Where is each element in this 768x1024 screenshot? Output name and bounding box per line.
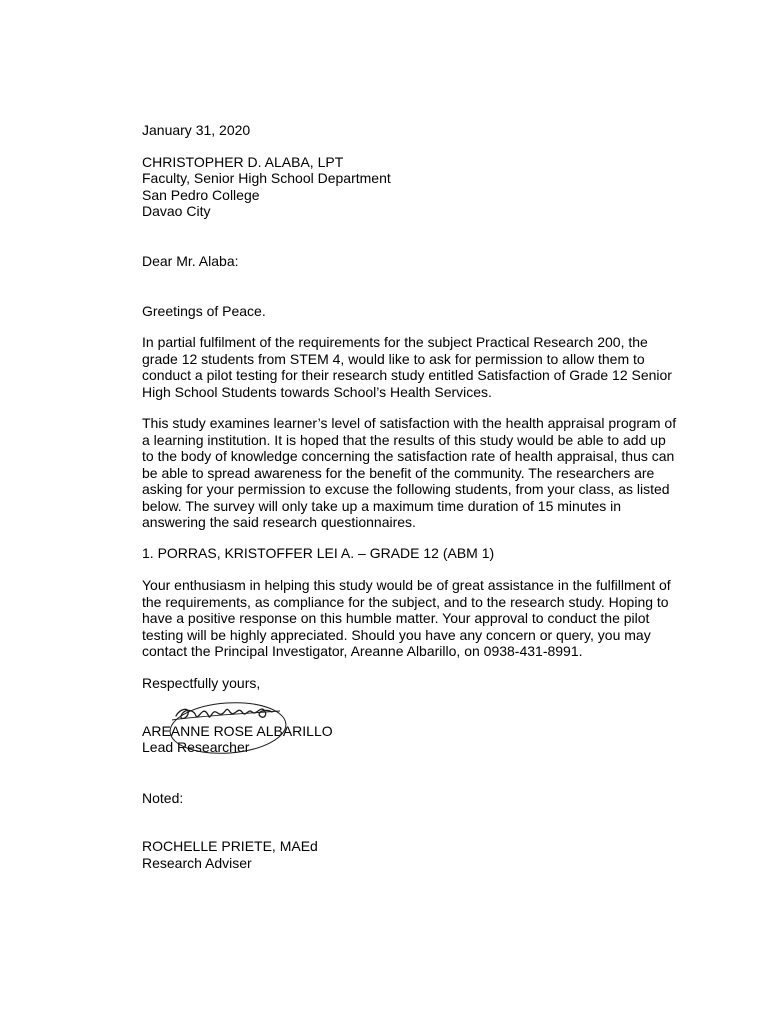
recipient-name: CHRISTOPHER D. ALABA, LPT: [142, 154, 344, 170]
paragraph-line: testing will be highly appreciated. Should you have any concern or query, you may: [142, 626, 651, 643]
signatory-name: AREANNE ROSE ALBARILLO: [142, 723, 333, 739]
recipient-position: Faculty, Senior High School Department: [142, 170, 391, 186]
paragraph-line: contact the Principal Investigator, Areanne Albarillo, on 0938-431-8991.: [142, 643, 583, 659]
paragraph-line: below. The survey will only take up a maximum time duration of 15 minutes in: [142, 497, 622, 514]
salutation: Dear Mr. Alaba:: [142, 253, 239, 269]
adviser-name: ROCHELLE PRIETE, MAEd: [142, 838, 318, 854]
paragraph-line: Your enthusiasm in helping this study would be of great assistance in the fulfillment of: [142, 577, 671, 593]
student-list-item: 1. PORRAS, KRISTOFFER LEI A. – GRADE 12 (ABM 1): [142, 545, 495, 561]
recipient-city: Davao City: [142, 203, 211, 219]
paragraph-line: High School Students towards School’s Health Services.: [142, 383, 492, 400]
adviser-title: Research Adviser: [142, 855, 252, 871]
paragraph-line: grade 12 students from STEM 4, would like to ask for permission to allow them to: [142, 350, 645, 367]
signatory-title: Lead Researcher: [142, 739, 250, 755]
paragraph-line: the requirements, as compliance for the subject, and to the research study. Hoping to: [142, 593, 669, 610]
paragraph-line: to the body of knowledge concerning the satisfaction rate of health appraisal, thus can: [142, 448, 675, 464]
paragraph-line: asking for your permission to excuse the following students, from your class, as listed: [142, 481, 670, 497]
study-description-paragraph: [142, 415, 702, 531]
paragraph-line: In partial fulfilment of the requirements for the subject Practical Research 200, the: [142, 334, 648, 350]
letter-date: January 31, 2020: [142, 122, 251, 138]
paragraph-line: be able to spread awareness for the benefit of the community. The researchers are: [142, 464, 655, 481]
paragraph-line: conduct a pilot testing for their research study entitled Satisfaction of Grade 12 Senior: [142, 367, 672, 383]
recipient-institution: San Pedro College: [142, 187, 260, 203]
complimentary-close: Respectfully yours,: [142, 675, 261, 691]
noted-label: Noted:: [142, 790, 184, 806]
closing-paragraph: [142, 577, 702, 660]
paragraph-line: have a positive response on this humble matter. Your approval to conduct the pilot: [142, 610, 650, 626]
paragraph-line: a learning institution. It is hoped that the results of this study would be able to add up: [142, 431, 666, 448]
request-paragraph: [142, 334, 702, 400]
greeting: Greetings of Peace.: [142, 303, 266, 319]
paragraph-line: This study examines learner’s level of satisfaction with the health appraisal program of: [142, 415, 677, 431]
paragraph-line: answering the said research questionnaires.: [142, 514, 416, 530]
